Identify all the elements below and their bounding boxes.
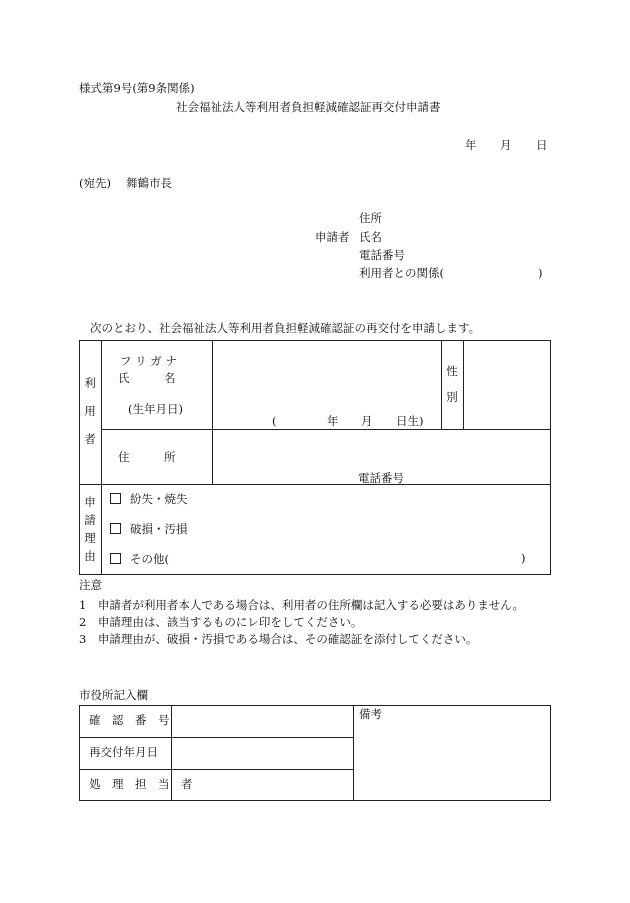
reason-section-char: 請 xyxy=(84,513,96,527)
form-title: 社会福祉法人等利用者負担軽減確認証再交付申請書 xyxy=(176,100,441,114)
reason-option-other[interactable] xyxy=(110,553,169,566)
note-item: 2 申請理由は、該当するものにレ印をしてください。 xyxy=(79,615,363,629)
date-month-label: 月 xyxy=(500,138,512,152)
reason-divider xyxy=(79,484,551,485)
reason-section-char: 理 xyxy=(84,531,96,545)
user-address-label: 住 所 xyxy=(118,450,176,464)
confirm-number-label: 確 認 番 号 xyxy=(89,713,170,727)
note-item: 3 申請理由が、破損・汚損である場合は、その確認証を添付してください。 xyxy=(79,632,478,646)
applicant-relation-close: ) xyxy=(538,266,543,280)
birth-day-label: 日生) xyxy=(396,414,424,428)
applicant-relation-label: 利用者との関係( xyxy=(359,266,444,280)
furigana-label: フ リ ガ ナ xyxy=(120,354,177,368)
reason-option-lost[interactable] xyxy=(110,493,188,506)
checkbox[interactable] xyxy=(110,493,121,504)
reason-other-close: ) xyxy=(521,551,526,565)
office-row-divider xyxy=(79,737,354,738)
date-year-label: 年 xyxy=(465,138,477,152)
note-item: 1 申請者が利用者本人である場合は、利用者の住所欄は記入する必要はありません。 xyxy=(79,598,525,612)
section-divider xyxy=(101,340,102,575)
applicant-phone-label: 電話番号 xyxy=(359,248,405,262)
gender-right-divider xyxy=(463,340,464,429)
notes-title: 注意 xyxy=(79,578,102,592)
applicant-label: 申請者 xyxy=(315,230,350,244)
user-section-char: 者 xyxy=(84,432,96,446)
reason-option-label: 紛失・焼失 xyxy=(130,492,188,506)
form-number: 様式第9号(第9条関係) xyxy=(79,81,195,95)
reissue-date-label: 再交付年月日 xyxy=(89,745,158,759)
address-divider xyxy=(101,429,551,430)
addressee-name: 舞鶴市長 xyxy=(126,176,172,190)
birth-year-label: 年 xyxy=(327,414,339,428)
office-title: 市役所記入欄 xyxy=(79,688,148,702)
user-section-char: 利 xyxy=(84,376,96,390)
reason-option-label: その他( xyxy=(130,552,169,566)
gender-char: 性 xyxy=(446,364,458,378)
reason-section-char: 由 xyxy=(84,549,96,563)
reason-section-char: 申 xyxy=(84,495,96,509)
birth-month-label: 月 xyxy=(361,414,373,428)
label-divider xyxy=(212,340,213,484)
office-remarks-divider xyxy=(353,705,354,801)
user-section-char: 用 xyxy=(84,404,96,418)
checkbox[interactable] xyxy=(110,553,121,564)
user-name-label: 氏 名 xyxy=(118,371,176,385)
intro-text: 次のとおり、社会福祉法人等利用者負担軽減確認証の再交付を申請します。 xyxy=(90,321,481,335)
birth-paren-open: ( xyxy=(272,414,277,428)
user-phone-label: 電話番号 xyxy=(358,471,404,485)
reason-option-damaged[interactable] xyxy=(110,523,188,536)
applicant-address-label: 住所 xyxy=(359,211,382,225)
gender-char: 別 xyxy=(446,390,458,404)
remarks-label: 備考 xyxy=(359,707,382,721)
officer-label: 処 理 担 当 者 xyxy=(89,777,193,791)
reason-option-label: 破損・汚損 xyxy=(130,522,188,536)
gender-left-divider xyxy=(441,340,442,429)
applicant-name-label: 氏名 xyxy=(359,230,382,244)
birthdate-label: (生年月日) xyxy=(128,402,183,416)
checkbox[interactable] xyxy=(110,523,121,534)
addressee-label: (宛先) xyxy=(79,176,111,190)
office-row-divider xyxy=(79,769,354,770)
date-day-label: 日 xyxy=(536,138,548,152)
